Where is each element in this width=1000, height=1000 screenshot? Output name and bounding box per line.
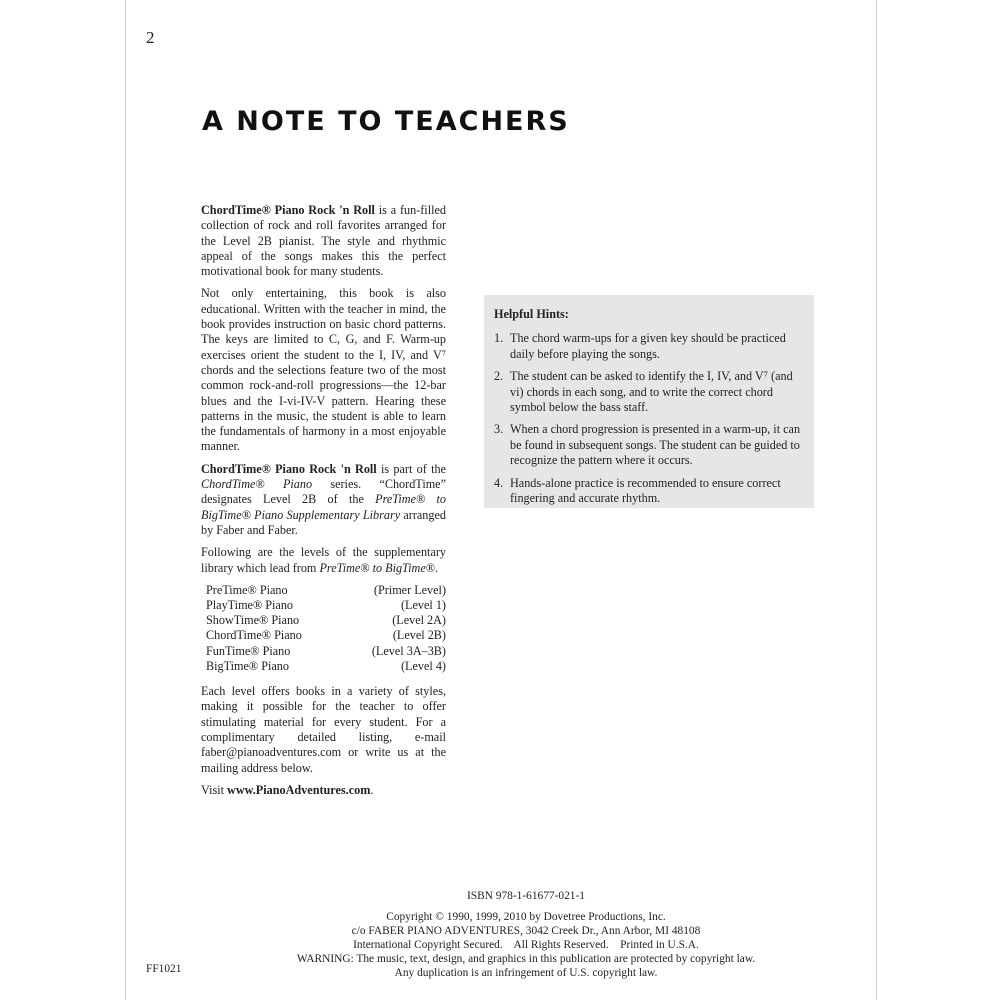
- level-name: FunTime® Piano: [206, 643, 291, 658]
- level-name: PreTime® Piano: [206, 582, 288, 597]
- hint-text: When a chord progression is presented in a warm-up, it can be found in subsequent songs. The student can be guided to recognize the pattern where it occurs.: [510, 422, 801, 468]
- levels-intro-paragraph: [201, 545, 446, 576]
- series-text: arranged by Faber and Faber.: [201, 507, 446, 537]
- book-title: ChordTime® Piano Rock 'n Roll: [201, 203, 375, 217]
- level-value: (Primer Level): [373, 582, 446, 597]
- duplication-line: Any duplication is an infringement of U.S. copyright law.: [394, 967, 658, 979]
- page-number: 2: [146, 28, 155, 47]
- levels-intro-text: Following are the levels of the supplementary library which lead from: [201, 545, 446, 575]
- helpful-hints-box: [484, 295, 814, 508]
- copyright-line: Copyright © 1990, 1999, 2010 by Dovetree Productions, Inc.: [386, 911, 666, 923]
- levels-list: [201, 583, 446, 674]
- level-row: [206, 583, 446, 598]
- website-link[interactable]: www.PianoAdventures.com: [227, 782, 371, 797]
- rights-line: International Copyright Secured. All Rights Reserved. Printed in U.S.A.: [353, 939, 699, 951]
- level-value: (Level 1): [400, 598, 446, 613]
- hint-item: [494, 476, 802, 507]
- hint-text: The chord warm-ups for a given key should be practiced daily before playing the songs.: [510, 331, 786, 361]
- levels-range: PreTime® to BigTime®: [319, 560, 436, 575]
- hint-number: 1.: [494, 331, 504, 346]
- level-row: [206, 613, 446, 628]
- copyright-footer: [276, 889, 776, 980]
- level-name: PlayTime® Piano: [206, 598, 294, 613]
- book-title: ChordTime® Piano Rock 'n Roll: [201, 461, 377, 476]
- hint-item: [494, 422, 802, 468]
- intro-text: is a fun-filled collection of rock and roll favorites arranged for the Level 2B pianist. The style and rhythmic appeal of the songs makes this the perfect motivational book for many students.: [201, 203, 446, 279]
- hint-number: 3.: [494, 422, 504, 437]
- hint-item: [494, 369, 802, 415]
- hints-list: [494, 331, 802, 506]
- hint-item: [494, 331, 802, 362]
- intro-paragraph: [201, 203, 446, 279]
- variety-paragraph: Each level offers books in a variety of styles, making it possible for the teacher to offer stimulating material for every student. For a complimentary detailed listing, e-mail faber@pianoadventures.com or write us at the mailing address below.: [201, 684, 446, 775]
- level-value: (Level 2B): [392, 628, 446, 643]
- hint-text: The student can be asked to identify the I, IV, and V⁷ (and vi) chords in each song, and to write the correct chord symbol below the bass staff.: [510, 369, 793, 415]
- visit-line: [201, 783, 446, 798]
- hint-number: 2.: [494, 369, 504, 384]
- teacher-note-column: [201, 203, 446, 805]
- level-name: BigTime® Piano: [206, 658, 289, 673]
- hints-title: Helpful Hints:: [494, 307, 569, 321]
- series-text: series. “ChordTime” designates Level 2B of the: [201, 477, 446, 507]
- level-row: [206, 659, 446, 674]
- warning-line: WARNING: The music, text, design, and graphics in this publication are protected by copyright law.: [296, 953, 756, 965]
- level-row: [206, 628, 446, 643]
- visit-prefix: Visit: [201, 782, 228, 797]
- level-row: [206, 598, 446, 613]
- page-title: A NOTE TO TEACHERS: [202, 106, 570, 137]
- series-paragraph: [201, 462, 446, 538]
- publisher-address: c/o FABER PIANO ADVENTURES, 3042 Creek Dr., Ann Arbor, MI 48108: [351, 925, 701, 937]
- level-value: (Level 3A–3B): [371, 643, 446, 658]
- isbn: ISBN 978-1-61677-021-1: [466, 890, 585, 902]
- series-text: is part of the: [376, 461, 446, 476]
- educational-paragraph: Not only entertaining, this book is also educational. Written with the teacher in mind, the book provides instruction on basic chord patterns. The keys are limited to C, G, and F. Warm-up exercises orient the student to the I, IV, and V⁷ chords and the selections feature two of the most common rock-and-roll progressions—the 12-bar blues and the I-vi-IV-V pattern. Hearing these patterns in the music, the student is able to learn the fundamentals of harmony in a most enjoyable manner.: [201, 286, 446, 454]
- level-value: (Level 4): [400, 658, 446, 673]
- level-row: [206, 644, 446, 659]
- level-value: (Level 2A): [392, 613, 446, 628]
- document-page: [125, 0, 877, 1000]
- hint-text: Hands-alone practice is recommended to ensure correct fingering and accurate rhythm.: [510, 475, 781, 506]
- visit-suffix: .: [370, 782, 374, 797]
- product-code: FF1021: [146, 963, 182, 975]
- hint-number: 4.: [494, 475, 504, 490]
- level-name: ShowTime® Piano: [206, 613, 300, 628]
- series-name: ChordTime® Piano: [201, 477, 313, 492]
- library-name: PreTime® to BigTime® Piano Supplementary Library: [201, 492, 446, 522]
- levels-intro-end: .: [435, 560, 439, 575]
- level-name: ChordTime® Piano: [206, 628, 302, 643]
